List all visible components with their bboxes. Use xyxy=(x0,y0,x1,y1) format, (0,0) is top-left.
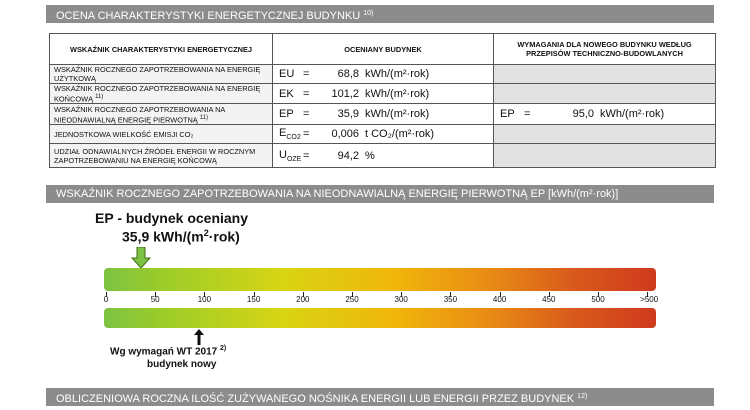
indicator-label xyxy=(50,125,273,144)
ep-evaluated-title: EP - budynek oceniany xyxy=(95,210,249,226)
symbol: $E_{CO2}$ xyxy=(279,127,301,142)
evaluated-value-cell xyxy=(273,84,494,104)
value: 35,9 xyxy=(337,108,359,121)
equals-sign: = xyxy=(303,87,310,100)
scale-tick-label: 300 xyxy=(394,295,408,304)
scale-tick-label: 350 xyxy=(443,295,458,304)
energy-scale-bar-bottom xyxy=(104,308,656,328)
column-header-requirements: WYMAGANIA DLA NOWEGO BUDYNKU WEDŁUG PRZEPISÓW TECHNICZNO-BUDOWLANYCH xyxy=(494,34,716,65)
indicator-label xyxy=(50,84,273,104)
equals-sign: = xyxy=(303,128,310,141)
indicator-label-text: JEDNOSTKOWA WIELKOŚĆ EMISJI CO₂ xyxy=(54,129,194,139)
equals-sign: = xyxy=(303,149,310,162)
indicator-label xyxy=(50,144,273,168)
symbol: EK xyxy=(279,87,294,100)
requirement-value-cell xyxy=(494,65,716,84)
indicator-footnote: 11) xyxy=(199,114,209,121)
scale-tick-label: 50 xyxy=(150,295,160,304)
symbol: EP xyxy=(279,108,294,121)
symbol: EP xyxy=(500,108,515,121)
unit: kWh/(m²·rok) xyxy=(600,108,665,121)
unit: kWh/(m²·rok) xyxy=(365,108,430,121)
evaluated-building-arrow-icon xyxy=(131,247,151,269)
ep-value-tail: ·rok) xyxy=(208,228,240,245)
column-header-evaluated: OCENIANY BUDYNEK xyxy=(273,34,494,65)
requirement-footnote: 2) xyxy=(220,345,227,352)
energy-scale-bar-top xyxy=(104,268,656,291)
scale-tick-label: 400 xyxy=(492,295,507,304)
evaluated-value-cell xyxy=(273,65,494,84)
equals-sign: = xyxy=(303,68,310,80)
scale-tick-label: 250 xyxy=(345,295,359,304)
scale-tick-label: 100 xyxy=(197,295,212,304)
column-header-indicator: WSKAŹNIK CHARAKTERYSTYKI ENERGETYCZNEJ xyxy=(50,34,273,65)
ep-value-text: 35,9 kWh/(m xyxy=(122,228,204,245)
indicator-label-text: WSKAŹNIK ROCZNEGO ZAPOTRZEBOWANIA NA NIEODNAWIALNĄ ENERGIĘ PIERWOTNĄ xyxy=(54,104,225,125)
table-header-row xyxy=(50,34,716,65)
unit: kWh/(m²·rok) xyxy=(365,87,430,100)
scale-tick-label: >500 xyxy=(640,295,659,304)
indicator-footnote: 11) xyxy=(95,94,104,100)
section-footnote: 10) xyxy=(363,10,374,17)
scale-tick-label: 450 xyxy=(542,295,556,304)
ep-value-sup: 2 xyxy=(203,228,209,238)
value: 94,2 xyxy=(337,149,359,162)
requirement-sublabel: budynek nowy xyxy=(147,359,217,370)
indicator-label-text: WSKAŹNIK ROCZNEGO ZAPOTRZEBOWANIA NA ENERGIĘ UŻYTKOWĄ xyxy=(54,65,261,83)
evaluated-value-cell xyxy=(273,144,494,168)
value: 95,0 xyxy=(572,108,594,121)
evaluated-value-cell xyxy=(273,125,494,144)
scale-tick-label: 0 xyxy=(103,295,109,304)
requirement-value-cell xyxy=(494,125,716,144)
requirement-label-text: Wg wymagań WT 2017 xyxy=(110,346,218,358)
section-footnote: 12) xyxy=(577,393,588,400)
section-header-ep-scale xyxy=(46,185,714,203)
unit: t CO₂/(m²·rok) xyxy=(365,128,435,141)
scale-tick-label: 200 xyxy=(296,295,310,304)
requirement-label xyxy=(110,345,226,357)
requirement-value-cell xyxy=(494,84,716,104)
scale-tick-label: 150 xyxy=(246,295,261,304)
requirement-arrow-icon xyxy=(193,329,205,345)
section-title: WSKAŹNIK ROCZNEGO ZAPOTRZEBOWANIA NA NIEODNAWIALNĄ ENERGIĘ PIERWOTNĄ EP [kWh/(m²·rok)] xyxy=(56,188,619,200)
equals-sign: = xyxy=(303,108,310,121)
section-header-energy-carrier xyxy=(46,388,714,406)
requirement-value-cell xyxy=(494,144,716,168)
section-title: OBLICZENIOWA ROCZNA ILOŚĆ ZUŻYWANEGO NOŚNIKA ENERGII LUB ENERGII PRZEZ BUDYNEK xyxy=(56,393,575,405)
energy-indicators-table xyxy=(49,33,716,168)
ep-evaluated-value xyxy=(122,228,240,245)
energy-scale-axis xyxy=(103,292,659,308)
indicator-label-text: UDZIAŁ ODNAWIALNYCH ŹRÓDEŁ ENERGII W ROCZNYM ZAPOTRZEBOWANIU NA ENERGIĘ KOŃCOWĄ xyxy=(54,146,256,165)
value: 0,006 xyxy=(331,128,359,141)
table-row xyxy=(50,104,716,125)
unit: % xyxy=(365,149,375,162)
indicator-label xyxy=(50,104,273,125)
symbol: EU xyxy=(279,68,295,80)
indicator-label-text: WSKAŹNIK ROCZNEGO ZAPOTRZEBOWANIA NA ENERGIĘ KOŃCOWĄ xyxy=(54,84,261,104)
evaluated-value-cell xyxy=(273,104,494,125)
table-row xyxy=(50,84,716,104)
value: 101,2 xyxy=(331,87,359,100)
requirement-value-cell xyxy=(494,104,716,125)
scale-tick-label: 500 xyxy=(591,295,605,304)
table-row xyxy=(50,144,716,168)
unit: kWh/(m²·rok) xyxy=(365,68,430,80)
symbol: $U_{OZE}$ xyxy=(279,148,302,164)
table-row xyxy=(50,125,716,144)
table-row xyxy=(50,65,716,84)
equals-sign: = xyxy=(524,108,531,121)
indicator-label xyxy=(50,65,273,84)
section-title: OCENA CHARAKTERYSTYKI ENERGETYCZNEJ BUDYNKU xyxy=(56,10,361,22)
section-header-energy-assessment xyxy=(46,5,714,23)
value: 68,8 xyxy=(337,68,359,80)
